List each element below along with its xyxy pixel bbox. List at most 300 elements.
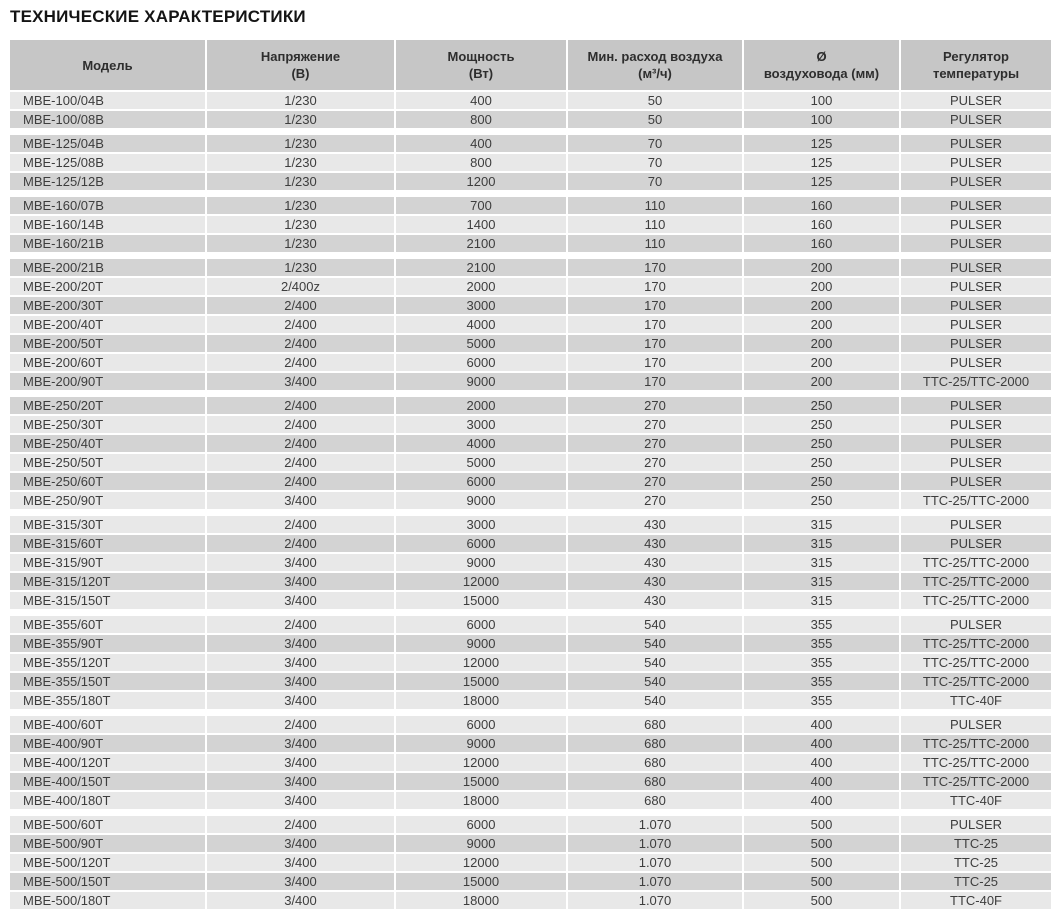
cell-model: MBE-200/21B	[10, 259, 205, 276]
cell-regulator: PULSER	[901, 216, 1051, 233]
cell-model: MBE-400/150T	[10, 773, 205, 790]
column-header-regulator	[901, 40, 1051, 90]
cell-voltage: 2/400z	[207, 278, 394, 295]
cell-voltage: 3/400	[207, 692, 394, 709]
cell-regulator: TTC-25/TTC-2000	[901, 554, 1051, 571]
cell-regulator: PULSER	[901, 473, 1051, 490]
cell-model: MBE-200/40T	[10, 316, 205, 333]
cell-airflow: 70	[568, 135, 742, 152]
cell-regulator: PULSER	[901, 297, 1051, 314]
cell-airflow: 70	[568, 154, 742, 171]
cell-diameter: 500	[744, 854, 899, 871]
cell-voltage: 2/400	[207, 454, 394, 471]
model-group-mbe-160	[10, 197, 1051, 252]
cell-model: MBE-250/60T	[10, 473, 205, 490]
table-row	[10, 259, 1051, 276]
cell-airflow: 680	[568, 754, 742, 771]
cell-voltage: 3/400	[207, 892, 394, 909]
cell-airflow: 430	[568, 516, 742, 533]
cell-regulator: TTC-25/TTC-2000	[901, 492, 1051, 509]
cell-power: 6000	[396, 616, 566, 633]
cell-model: MBE-500/180T	[10, 892, 205, 909]
cell-regulator: PULSER	[901, 616, 1051, 633]
model-group-mbe-400	[10, 716, 1051, 809]
cell-regulator: PULSER	[901, 154, 1051, 171]
column-header-line2: (Вт)	[468, 66, 494, 81]
cell-model: MBE-400/90T	[10, 735, 205, 752]
cell-diameter: 125	[744, 154, 899, 171]
cell-model: MBE-355/120T	[10, 654, 205, 671]
cell-model: MBE-160/21B	[10, 235, 205, 252]
table-row	[10, 373, 1051, 390]
cell-model: MBE-125/12B	[10, 173, 205, 190]
cell-airflow: 1.070	[568, 873, 742, 890]
table-row	[10, 635, 1051, 652]
cell-voltage: 2/400	[207, 397, 394, 414]
cell-model: MBE-500/90T	[10, 835, 205, 852]
table-row	[10, 735, 1051, 752]
cell-power: 1200	[396, 173, 566, 190]
cell-regulator: TTC-25/TTC-2000	[901, 592, 1051, 609]
cell-airflow: 70	[568, 173, 742, 190]
cell-model: MBE-400/120T	[10, 754, 205, 771]
cell-airflow: 1.070	[568, 892, 742, 909]
cell-regulator: PULSER	[901, 92, 1051, 109]
cell-model: MBE-500/60T	[10, 816, 205, 833]
cell-airflow: 170	[568, 259, 742, 276]
cell-voltage: 2/400	[207, 473, 394, 490]
table-row	[10, 416, 1051, 433]
cell-model: MBE-250/90T	[10, 492, 205, 509]
cell-airflow: 540	[568, 654, 742, 671]
model-group-mbe-250	[10, 397, 1051, 509]
cell-power: 12000	[396, 573, 566, 590]
cell-model: MBE-200/20T	[10, 278, 205, 295]
table-row	[10, 792, 1051, 809]
cell-voltage: 3/400	[207, 554, 394, 571]
cell-voltage: 3/400	[207, 635, 394, 652]
cell-voltage: 3/400	[207, 492, 394, 509]
table-row	[10, 516, 1051, 533]
table-row	[10, 473, 1051, 490]
cell-power: 12000	[396, 654, 566, 671]
cell-airflow: 110	[568, 235, 742, 252]
cell-power: 5000	[396, 335, 566, 352]
cell-power: 18000	[396, 692, 566, 709]
cell-voltage: 2/400	[207, 354, 394, 371]
table-row	[10, 173, 1051, 190]
cell-power: 15000	[396, 592, 566, 609]
cell-diameter: 355	[744, 673, 899, 690]
cell-diameter: 200	[744, 373, 899, 390]
cell-diameter: 315	[744, 516, 899, 533]
cell-airflow: 110	[568, 216, 742, 233]
table-row	[10, 773, 1051, 790]
cell-regulator: PULSER	[901, 173, 1051, 190]
table-row	[10, 216, 1051, 233]
table-row	[10, 278, 1051, 295]
cell-power: 6000	[396, 816, 566, 833]
column-header-line1: Напряжение	[260, 49, 341, 64]
cell-airflow: 1.070	[568, 854, 742, 871]
cell-regulator: PULSER	[901, 259, 1051, 276]
cell-voltage: 2/400	[207, 716, 394, 733]
cell-diameter: 315	[744, 535, 899, 552]
cell-model: MBE-355/150T	[10, 673, 205, 690]
cell-airflow: 430	[568, 554, 742, 571]
cell-voltage: 2/400	[207, 816, 394, 833]
cell-power: 4000	[396, 316, 566, 333]
table-row	[10, 573, 1051, 590]
cell-diameter: 500	[744, 892, 899, 909]
cell-model: MBE-315/60T	[10, 535, 205, 552]
cell-airflow: 680	[568, 735, 742, 752]
cell-model: MBE-500/120T	[10, 854, 205, 871]
cell-airflow: 270	[568, 416, 742, 433]
table-row	[10, 454, 1051, 471]
cell-power: 15000	[396, 773, 566, 790]
table-row	[10, 673, 1051, 690]
cell-model: MBE-250/40T	[10, 435, 205, 452]
cell-power: 9000	[396, 492, 566, 509]
cell-power: 9000	[396, 735, 566, 752]
table-row	[10, 154, 1051, 171]
cell-airflow: 430	[568, 592, 742, 609]
cell-airflow: 540	[568, 616, 742, 633]
cell-regulator: TTC-40F	[901, 792, 1051, 809]
cell-power: 2000	[396, 278, 566, 295]
cell-voltage: 2/400	[207, 616, 394, 633]
cell-model: MBE-200/60T	[10, 354, 205, 371]
cell-model: MBE-160/14B	[10, 216, 205, 233]
cell-voltage: 2/400	[207, 335, 394, 352]
cell-airflow: 170	[568, 297, 742, 314]
cell-diameter: 125	[744, 173, 899, 190]
cell-diameter: 500	[744, 835, 899, 852]
column-header-line1: Модель	[82, 57, 133, 73]
table-row	[10, 197, 1051, 214]
cell-diameter: 125	[744, 135, 899, 152]
cell-airflow: 540	[568, 673, 742, 690]
column-header-line2: температуры	[932, 66, 1020, 81]
cell-diameter: 250	[744, 454, 899, 471]
model-group-mbe-200	[10, 259, 1051, 390]
cell-voltage: 3/400	[207, 373, 394, 390]
cell-power: 6000	[396, 473, 566, 490]
table-row	[10, 654, 1051, 671]
cell-voltage: 3/400	[207, 873, 394, 890]
table-row	[10, 873, 1051, 890]
cell-regulator: TTC-25/TTC-2000	[901, 654, 1051, 671]
cell-power: 1400	[396, 216, 566, 233]
cell-regulator: PULSER	[901, 278, 1051, 295]
cell-regulator: TTC-25/TTC-2000	[901, 573, 1051, 590]
cell-power: 5000	[396, 454, 566, 471]
cell-regulator: TTC-25/TTC-2000	[901, 754, 1051, 771]
table-row	[10, 592, 1051, 609]
table-row	[10, 435, 1051, 452]
table-row	[10, 835, 1051, 852]
cell-airflow: 170	[568, 278, 742, 295]
column-header-line2: воздуховода (мм)	[763, 66, 880, 81]
cell-power: 6000	[396, 535, 566, 552]
cell-airflow: 110	[568, 197, 742, 214]
cell-power: 800	[396, 111, 566, 128]
column-header-voltage	[207, 40, 394, 90]
cell-airflow: 680	[568, 792, 742, 809]
column-header-line1: Мин. расход воздуха	[587, 49, 723, 64]
cell-voltage: 1/230	[207, 197, 394, 214]
cell-voltage: 1/230	[207, 173, 394, 190]
cell-diameter: 200	[744, 259, 899, 276]
cell-diameter: 160	[744, 197, 899, 214]
cell-regulator: TTC-25/TTC-2000	[901, 773, 1051, 790]
cell-airflow: 270	[568, 397, 742, 414]
cell-airflow: 50	[568, 111, 742, 128]
cell-airflow: 430	[568, 535, 742, 552]
cell-airflow: 270	[568, 492, 742, 509]
cell-voltage: 1/230	[207, 216, 394, 233]
column-header-line2: (В)	[291, 66, 310, 81]
cell-airflow: 50	[568, 92, 742, 109]
cell-regulator: PULSER	[901, 354, 1051, 371]
cell-voltage: 2/400	[207, 535, 394, 552]
cell-model: MBE-250/50T	[10, 454, 205, 471]
cell-model: MBE-250/30T	[10, 416, 205, 433]
cell-regulator: TTC-25/TTC-2000	[901, 373, 1051, 390]
table-row	[10, 316, 1051, 333]
table-row	[10, 335, 1051, 352]
cell-voltage: 2/400	[207, 297, 394, 314]
cell-model: MBE-315/120T	[10, 573, 205, 590]
cell-regulator: PULSER	[901, 397, 1051, 414]
cell-regulator: PULSER	[901, 197, 1051, 214]
cell-power: 6000	[396, 354, 566, 371]
cell-voltage: 1/230	[207, 111, 394, 128]
cell-model: MBE-125/04B	[10, 135, 205, 152]
cell-regulator: PULSER	[901, 516, 1051, 533]
cell-voltage: 1/230	[207, 259, 394, 276]
cell-diameter: 250	[744, 473, 899, 490]
cell-diameter: 250	[744, 416, 899, 433]
table-row	[10, 535, 1051, 552]
cell-regulator: PULSER	[901, 335, 1051, 352]
cell-diameter: 100	[744, 111, 899, 128]
cell-power: 9000	[396, 373, 566, 390]
cell-model: MBE-355/180T	[10, 692, 205, 709]
cell-power: 2000	[396, 397, 566, 414]
table-row	[10, 354, 1051, 371]
cell-power: 9000	[396, 635, 566, 652]
cell-voltage: 3/400	[207, 754, 394, 771]
cell-airflow: 540	[568, 692, 742, 709]
cell-model: MBE-100/08B	[10, 111, 205, 128]
cell-voltage: 3/400	[207, 835, 394, 852]
cell-diameter: 400	[744, 773, 899, 790]
cell-diameter: 200	[744, 297, 899, 314]
cell-voltage: 2/400	[207, 316, 394, 333]
cell-model: MBE-355/60T	[10, 616, 205, 633]
table-row	[10, 492, 1051, 509]
cell-voltage: 3/400	[207, 773, 394, 790]
cell-model: MBE-160/07B	[10, 197, 205, 214]
cell-diameter: 400	[744, 792, 899, 809]
cell-regulator: PULSER	[901, 135, 1051, 152]
cell-voltage: 3/400	[207, 673, 394, 690]
cell-diameter: 355	[744, 635, 899, 652]
cell-diameter: 500	[744, 816, 899, 833]
cell-regulator: PULSER	[901, 435, 1051, 452]
cell-power: 9000	[396, 554, 566, 571]
table-row	[10, 554, 1051, 571]
table-row	[10, 692, 1051, 709]
cell-model: MBE-355/90T	[10, 635, 205, 652]
cell-airflow: 270	[568, 454, 742, 471]
column-header-power	[396, 40, 566, 90]
cell-power: 2100	[396, 235, 566, 252]
table-row	[10, 854, 1051, 871]
cell-model: MBE-315/150T	[10, 592, 205, 609]
cell-airflow: 1.070	[568, 835, 742, 852]
cell-model: MBE-400/180T	[10, 792, 205, 809]
cell-voltage: 1/230	[207, 135, 394, 152]
cell-diameter: 400	[744, 716, 899, 733]
cell-power: 2100	[396, 259, 566, 276]
cell-regulator: PULSER	[901, 454, 1051, 471]
cell-power: 400	[396, 135, 566, 152]
table-row	[10, 754, 1051, 771]
cell-voltage: 2/400	[207, 435, 394, 452]
cell-model: MBE-500/150T	[10, 873, 205, 890]
cell-regulator: PULSER	[901, 716, 1051, 733]
cell-diameter: 355	[744, 616, 899, 633]
cell-diameter: 355	[744, 692, 899, 709]
table-row	[10, 297, 1051, 314]
table-row	[10, 111, 1051, 128]
cell-airflow: 680	[568, 716, 742, 733]
cell-model: MBE-315/30T	[10, 516, 205, 533]
table-row	[10, 816, 1051, 833]
cell-regulator: TTC-40F	[901, 692, 1051, 709]
cell-voltage: 3/400	[207, 654, 394, 671]
table-row	[10, 716, 1051, 733]
cell-model: MBE-200/50T	[10, 335, 205, 352]
cell-power: 12000	[396, 754, 566, 771]
column-header-line2: (м³/ч)	[638, 66, 672, 81]
cell-airflow: 270	[568, 435, 742, 452]
cell-diameter: 200	[744, 354, 899, 371]
cell-diameter: 355	[744, 654, 899, 671]
cell-regulator: TTC-40F	[901, 892, 1051, 909]
table-row	[10, 135, 1051, 152]
cell-voltage: 1/230	[207, 235, 394, 252]
cell-airflow: 170	[568, 373, 742, 390]
column-header-line1: Регулятор	[943, 49, 1009, 64]
cell-voltage: 3/400	[207, 592, 394, 609]
cell-regulator: PULSER	[901, 111, 1051, 128]
model-group-mbe-355	[10, 616, 1051, 709]
cell-airflow: 430	[568, 573, 742, 590]
cell-diameter: 400	[744, 754, 899, 771]
table-header-row	[10, 40, 1051, 90]
model-group-mbe-100	[10, 92, 1051, 128]
cell-regulator: PULSER	[901, 235, 1051, 252]
cell-diameter: 200	[744, 278, 899, 295]
cell-diameter: 100	[744, 92, 899, 109]
cell-voltage: 1/230	[207, 154, 394, 171]
cell-power: 15000	[396, 673, 566, 690]
cell-airflow: 170	[568, 335, 742, 352]
column-header-diameter	[744, 40, 899, 90]
cell-power: 700	[396, 197, 566, 214]
cell-power: 400	[396, 92, 566, 109]
cell-airflow: 270	[568, 473, 742, 490]
cell-model: MBE-200/90T	[10, 373, 205, 390]
cell-airflow: 170	[568, 354, 742, 371]
cell-airflow: 170	[568, 316, 742, 333]
cell-voltage: 2/400	[207, 416, 394, 433]
cell-power: 3000	[396, 297, 566, 314]
model-group-mbe-315	[10, 516, 1051, 609]
cell-airflow: 1.070	[568, 816, 742, 833]
cell-regulator: TTC-25/TTC-2000	[901, 635, 1051, 652]
cell-power: 6000	[396, 716, 566, 733]
cell-voltage: 3/400	[207, 735, 394, 752]
cell-model: MBE-200/30T	[10, 297, 205, 314]
cell-airflow: 680	[568, 773, 742, 790]
model-group-mbe-500	[10, 816, 1051, 909]
cell-model: MBE-125/08B	[10, 154, 205, 171]
table-body	[10, 92, 1051, 909]
cell-power: 4000	[396, 435, 566, 452]
cell-power: 12000	[396, 854, 566, 871]
cell-diameter: 250	[744, 397, 899, 414]
cell-regulator: PULSER	[901, 535, 1051, 552]
cell-diameter: 200	[744, 316, 899, 333]
cell-power: 15000	[396, 873, 566, 890]
cell-airflow: 540	[568, 635, 742, 652]
column-header-line1: Ø	[816, 49, 827, 64]
column-header-line1: Мощность	[447, 49, 515, 64]
cell-model: MBE-315/90T	[10, 554, 205, 571]
column-header-model	[10, 40, 205, 90]
table-row	[10, 892, 1051, 909]
cell-diameter: 160	[744, 216, 899, 233]
cell-diameter: 315	[744, 573, 899, 590]
cell-regulator: PULSER	[901, 816, 1051, 833]
specifications-table	[10, 40, 1051, 909]
cell-power: 3000	[396, 516, 566, 533]
cell-diameter: 500	[744, 873, 899, 890]
cell-power: 9000	[396, 835, 566, 852]
cell-model: MBE-250/20T	[10, 397, 205, 414]
column-header-airflow	[568, 40, 742, 90]
cell-power: 800	[396, 154, 566, 171]
page-title: ТЕХНИЧЕСКИЕ ХАРАКТЕРИСТИКИ	[10, 7, 306, 26]
cell-regulator: TTC-25	[901, 854, 1051, 871]
cell-model: MBE-100/04B	[10, 92, 205, 109]
cell-diameter: 250	[744, 435, 899, 452]
table-row	[10, 92, 1051, 109]
cell-diameter: 400	[744, 735, 899, 752]
cell-power: 18000	[396, 792, 566, 809]
cell-voltage: 3/400	[207, 573, 394, 590]
model-group-mbe-125	[10, 135, 1051, 190]
cell-power: 18000	[396, 892, 566, 909]
cell-regulator: TTC-25/TTC-2000	[901, 735, 1051, 752]
table-row	[10, 616, 1051, 633]
cell-voltage: 3/400	[207, 854, 394, 871]
